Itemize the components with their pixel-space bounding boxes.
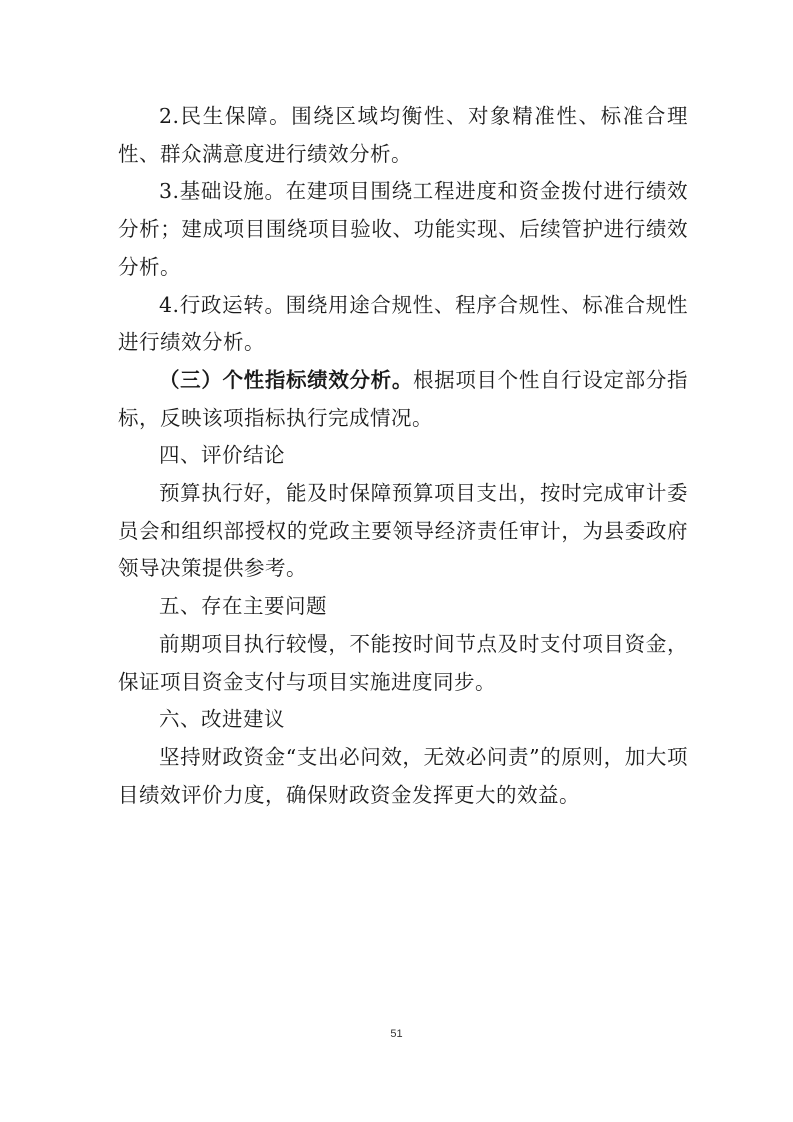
paragraph-text: 根据项目个性自行设定部分指标，反映该项指标执行完成情况。 (118, 367, 688, 430)
paragraph-lead: 3.基础设施。 (159, 179, 286, 204)
section-body-problems: 前期项目执行较慢，不能按时间节点及时支付项目资金，保证项目资金支付与项目实施进度同步。 (118, 631, 688, 694)
section-heading-problems: 五、存在主要问题 (159, 594, 327, 619)
paragraph-administration (118, 287, 688, 362)
section-body-improvements: 坚持财政资金“支出必问效，无效必问责”的原则，加大项目绩效评价力度，确保财政资金发挥更大的效益。 (118, 744, 688, 807)
paragraph-text: 围绕用途合规性、程序合规性、标准合规性进行绩效分析。 (118, 292, 688, 355)
paragraph-lead: 4.行政运转。 (159, 292, 286, 317)
paragraph-bold-lead: （三）个性指标绩效分析。 (159, 367, 413, 392)
section-heading-improvements: 六、改进建议 (159, 707, 285, 732)
paragraph-individual-indicators (118, 362, 688, 437)
page-number: 51 (390, 1028, 403, 1040)
section-heading-conclusion: 四、评价结论 (159, 443, 285, 468)
paragraph-lead: 2.民生保障。 (159, 104, 292, 128)
paragraph-text: 围绕区域均衡性、对象精准性、标准合理性、群众满意度进行绩效分析。 (118, 104, 689, 166)
paragraph-text: 在建项目围绕工程进度和资金拨付进行绩效分析；建成项目围绕项目验收、功能实现、后续管护进行绩效分析。 (118, 179, 688, 279)
paragraph-infrastructure (118, 173, 688, 286)
section-body-conclusion: 预算执行好，能及时保障预算项目支出，按时完成审计委员会和组织部授权的党政主要领导经济责任审计，为县委政府领导决策提供参考。 (118, 481, 688, 581)
paragraph-livelihood (118, 98, 688, 173)
page-content (118, 98, 688, 814)
